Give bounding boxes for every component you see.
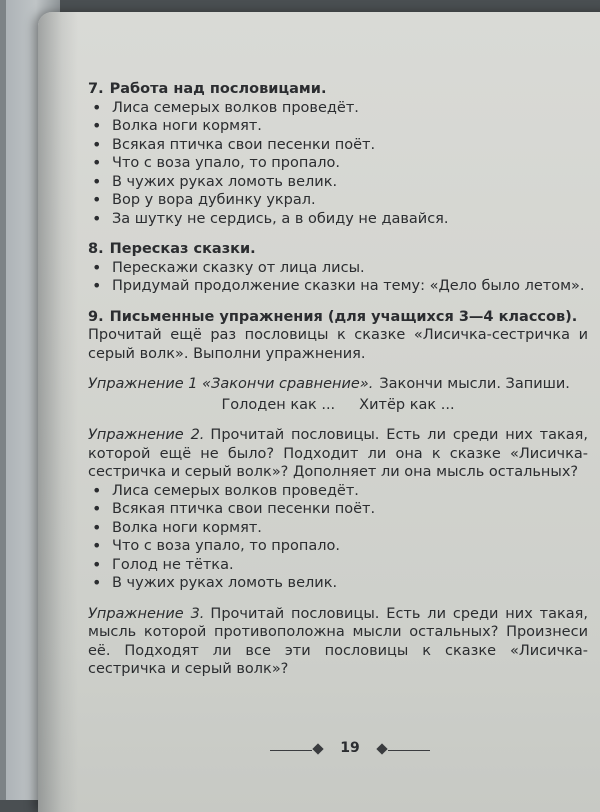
list-item: • Вор у вора дубинку украл.	[88, 191, 588, 210]
list-item: • Волка ноги кормят.	[88, 519, 588, 538]
list-item: • Голод не тётка.	[88, 556, 588, 575]
page-footer	[270, 740, 430, 760]
exercise-3	[88, 605, 588, 679]
section-title: Пересказ сказки.	[109, 241, 256, 257]
section-title: Письменные упражнения (для учащихся 3—4 классов).	[109, 308, 578, 325]
list-item: • Придумай продолжение сказки на тему: «Дело было летом».	[88, 277, 588, 296]
exercise-text: Прочитай пословицы. Есть ли среди них такая, мысль которой противоположна мысли остальных? Произнеси её. Подходят ли все эти пословицы к сказке «Лисичка-сестричка и серый волк»?	[88, 605, 588, 677]
comparison-prompts	[88, 396, 588, 415]
exercise-2	[88, 426, 588, 593]
section-heading	[88, 80, 588, 99]
list-item: • Лиса семерых волков проведёт.	[88, 99, 588, 118]
page-number: 19	[340, 740, 360, 756]
exercise-label: Упражнение 3.	[88, 605, 205, 622]
list-item: • Всякая птичка свои песенки поёт.	[88, 136, 588, 155]
list-item: • Что с воза упало, то пропало.	[88, 154, 588, 173]
section-number: 7.	[88, 81, 104, 97]
section-number: 8.	[88, 241, 104, 257]
section-9	[88, 308, 588, 679]
list-item: • Лиса семерых волков проведёт.	[88, 482, 588, 501]
section-7	[88, 80, 588, 228]
section-8	[88, 240, 588, 296]
footer-diamond-right	[376, 743, 387, 754]
exercise-label: Упражнение 1 «Закончи сравнение».	[88, 376, 374, 392]
exercise-1	[88, 375, 588, 414]
task-list	[88, 259, 588, 296]
footer-diamond-left	[312, 743, 323, 754]
proverb-list	[88, 99, 588, 229]
list-item: • В чужих руках ломоть велик.	[88, 173, 588, 192]
footer-rule-left	[270, 750, 312, 751]
page-content	[88, 80, 588, 691]
exercise-text: Закончи мысли. Запиши.	[379, 376, 570, 392]
exercise-text: Прочитай пословицы. Есть ли среди них такая, которой ещё не было? Подходит ли она к сказке «Лисичка-сестричка и серый волк»? Дополняет ли она мысль остальных?	[88, 427, 588, 480]
list-item: • В чужих руках ломоть велик.	[88, 574, 588, 593]
list-item: • Волка ноги кормят.	[88, 117, 588, 136]
list-item: • Перескажи сказку от лица лисы.	[88, 259, 588, 278]
list-item: • За шутку не сердись, а в обиду не давайся.	[88, 210, 588, 229]
left-page-border	[0, 0, 6, 800]
prompt: Голоден как ...	[221, 396, 336, 413]
section-intro: Прочитай ещё раз пословицы к сказке «Лисичка-сестричка и серый волк». Выполни упражнения.	[88, 327, 588, 362]
proverb-list	[88, 482, 588, 593]
section-heading	[88, 308, 588, 327]
exercise-label: Упражнение 2.	[88, 427, 205, 443]
section-title: Работа над пословицами.	[109, 81, 327, 97]
footer-rule-right	[388, 750, 430, 751]
spine-shadow	[38, 12, 78, 812]
prompt: Хитёр как ...	[359, 396, 455, 413]
section-heading	[88, 240, 588, 259]
list-item: • Всякая птичка свои песенки поёт.	[88, 500, 588, 519]
list-item: • Что с воза упало, то пропало.	[88, 537, 588, 556]
section-number: 9.	[88, 308, 104, 325]
